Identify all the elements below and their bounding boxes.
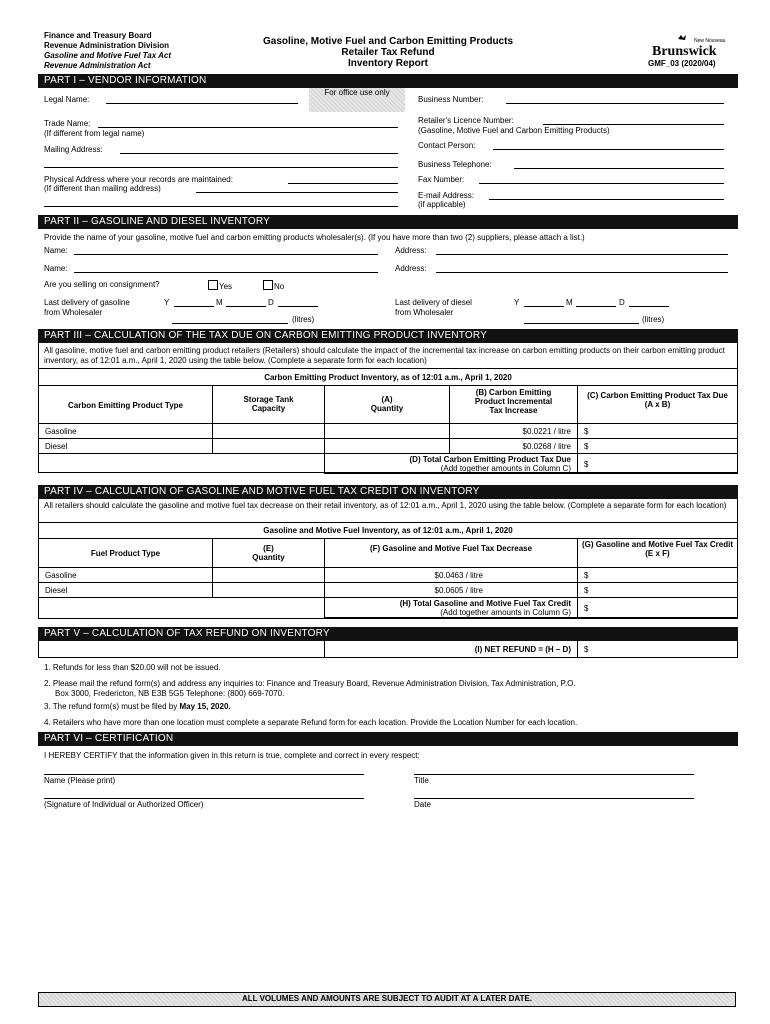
org-name: Finance and Treasury Board bbox=[44, 31, 152, 40]
physical-address-label: Physical Address where your records are maintained: bbox=[44, 175, 233, 184]
legal-name-label: Legal Name: bbox=[44, 95, 90, 104]
col-a-quantity: (A) Quantity bbox=[324, 385, 450, 424]
part2-header: PART II – GASOLINE AND DIESEL INVENTORY bbox=[38, 215, 738, 229]
wholesaler1-address-label: Address: bbox=[395, 246, 427, 255]
diesel-year-label: Y bbox=[514, 298, 520, 307]
certify-statement: I HEREBY CERTIFY that the information given in this return is true, complete and correct in every respect: bbox=[44, 751, 420, 760]
trade-name-field[interactable] bbox=[98, 127, 398, 128]
business-number-field[interactable] bbox=[506, 103, 724, 104]
p3-row-gasoline-tax[interactable]: $ bbox=[577, 423, 738, 439]
form-code: GMF_03 (2020/04) bbox=[648, 59, 716, 68]
gas-day-field[interactable] bbox=[278, 306, 318, 307]
fax-label: Fax Number: bbox=[418, 175, 465, 184]
net-refund-value[interactable]: $ bbox=[577, 641, 738, 658]
p3-row-gasoline-type: Gasoline bbox=[38, 423, 213, 439]
gas-litres-field[interactable] bbox=[172, 323, 288, 324]
act-name-1: Gasoline and Motive Fuel Tax Act bbox=[44, 51, 171, 60]
contact-person-label: Contact Person: bbox=[418, 141, 476, 150]
physical-address-field-2[interactable] bbox=[196, 192, 398, 193]
gas-month-label: M bbox=[216, 298, 223, 307]
consignment-no[interactable]: No bbox=[263, 280, 284, 292]
col-product-type: Carbon Emitting Product Type bbox=[38, 385, 213, 424]
mailing-address-field[interactable] bbox=[120, 153, 398, 154]
p3-row-diesel-capacity[interactable] bbox=[212, 438, 325, 454]
note-3: 3. The refund form(s) must be filed by May 15, 2020. bbox=[44, 702, 231, 711]
legal-name-field[interactable] bbox=[106, 103, 298, 104]
gas-day-label: D bbox=[268, 298, 274, 307]
signature-label: (Signature of Individual or Authorized Officer) bbox=[44, 800, 204, 809]
wholesaler2-address-field[interactable] bbox=[436, 272, 728, 273]
diesel-year-field[interactable] bbox=[524, 306, 564, 307]
net-refund-label: (I) NET REFUND = (H – D) bbox=[324, 641, 578, 658]
p4-row-diesel-quantity[interactable] bbox=[212, 582, 325, 598]
p3-row-diesel-tax[interactable]: $ bbox=[577, 438, 738, 454]
wholesaler1-address-field[interactable] bbox=[436, 254, 728, 255]
col-c-tax-due: (C) Carbon Emitting Product Tax Due (A x B) bbox=[577, 385, 738, 424]
mailing-address-field-2[interactable] bbox=[44, 167, 398, 168]
mailing-address-label: Mailing Address: bbox=[44, 145, 103, 154]
physical-address-field-3[interactable] bbox=[44, 206, 398, 207]
title-label: Title bbox=[414, 776, 429, 785]
gas-litres-label: (litres) bbox=[292, 315, 315, 324]
office-use-box: For office use only bbox=[309, 88, 405, 112]
diesel-day-label: D bbox=[619, 298, 625, 307]
svg-text:New Nouveau: New Nouveau bbox=[694, 38, 726, 44]
diesel-day-field[interactable] bbox=[629, 306, 669, 307]
business-telephone-label: Business Telephone: bbox=[418, 160, 492, 169]
business-telephone-field[interactable] bbox=[514, 168, 724, 169]
part3-intro: All gasoline, motive fuel and carbon emitting product retailers (Retailers) should calculate the impact of the incremental tax increase on carbon emitting products on their carbon emitting product inventory, as of 12:01 a.m., April 1, 2020 using the table below. (Complete a separate form for each location) bbox=[44, 346, 725, 365]
division-name: Revenue Administration Division bbox=[44, 41, 170, 50]
part5-header: PART V – CALCULATION OF TAX REFUND ON INVENTORY bbox=[38, 627, 738, 641]
last-gas-label: Last delivery of gasoline from Wholesaler bbox=[44, 298, 130, 317]
gas-year-label: Y bbox=[164, 298, 170, 307]
part1-header: PART I – VENDOR INFORMATION bbox=[38, 74, 738, 88]
wholesaler2-address-label: Address: bbox=[395, 264, 427, 273]
diesel-month-field[interactable] bbox=[576, 306, 616, 307]
name-label: Name (Please print) bbox=[44, 776, 116, 785]
wholesaler1-name-label: Name: bbox=[44, 246, 68, 255]
note-1: 1. Refunds for less than $20.00 will not be issued. bbox=[44, 663, 221, 672]
p3-row-diesel-type: Diesel bbox=[38, 438, 213, 454]
consignment-yes[interactable]: Yes bbox=[208, 280, 232, 292]
p4-row-gasoline-credit[interactable]: $ bbox=[577, 567, 738, 583]
wholesaler1-name-field[interactable] bbox=[74, 254, 378, 255]
business-number-label: Business Number: bbox=[418, 95, 484, 104]
p3-total-value[interactable]: $ bbox=[577, 453, 738, 474]
p4-row-gasoline-type: Gasoline bbox=[38, 567, 213, 583]
licence-label: Retailer's Licence Number: bbox=[418, 116, 514, 125]
diesel-litres-label: (litres) bbox=[642, 315, 665, 324]
col-b-increase: (B) Carbon Emitting Product Incremental Tax Increase bbox=[449, 385, 578, 424]
part4-table-title: Gasoline and Motive Fuel Inventory, as of 12:01 a.m., April 1, 2020 bbox=[38, 522, 738, 539]
svg-text:Brunswick: Brunswick bbox=[652, 44, 717, 59]
gas-month-field[interactable] bbox=[226, 306, 266, 307]
p3-row-diesel-rate: $0.0268 / litre bbox=[449, 438, 578, 454]
part3-header: PART III – CALCULATION OF THE TAX DUE ON CARBON EMITTING PRODUCT INVENTORY bbox=[38, 329, 738, 343]
trade-name-label: Trade Name: bbox=[44, 119, 91, 128]
part3-table-title: Carbon Emitting Product Inventory, as of 12:01 a.m., April 1, 2020 bbox=[38, 368, 738, 386]
diesel-litres-field[interactable] bbox=[524, 323, 639, 324]
part6-header: PART VI – CERTIFICATION bbox=[38, 732, 738, 746]
p3-row-diesel-quantity[interactable] bbox=[324, 438, 450, 454]
last-diesel-label: Last delivery of diesel from Wholesaler bbox=[395, 298, 472, 317]
consignment-question: Are you selling on consignment? bbox=[44, 280, 160, 289]
nb-logo bbox=[650, 33, 730, 59]
licence-note: (Gasoline, Motive Fuel and Carbon Emitting Products) bbox=[418, 126, 610, 135]
nb-logo-icon bbox=[650, 33, 730, 59]
note-4: 4. Retailers who have more than one location must complete a separate Refund form for each location. Provide the Location Number for each location. bbox=[44, 718, 578, 727]
email-field[interactable] bbox=[489, 199, 724, 200]
audit-notice: ALL VOLUMES AND AMOUNTS ARE SUBJECT TO AUDIT AT A LATER DATE. bbox=[38, 992, 736, 1007]
p4-row-gasoline-quantity[interactable] bbox=[212, 567, 325, 583]
yes-checkbox[interactable] bbox=[208, 280, 218, 290]
wholesaler2-name-label: Name: bbox=[44, 264, 68, 273]
act-name-2: Revenue Administration Act bbox=[44, 61, 151, 70]
licence-field[interactable] bbox=[543, 124, 724, 125]
part4-header: PART IV – CALCULATION OF GASOLINE AND MOTIVE FUEL TAX CREDIT ON INVENTORY bbox=[38, 485, 738, 499]
col-fuel-type: Fuel Product Type bbox=[38, 538, 213, 568]
title-field[interactable] bbox=[414, 774, 694, 775]
p4-row-gasoline-rate: $0.0463 / litre bbox=[324, 567, 578, 583]
physical-address-note: (If different than mailing address) bbox=[44, 184, 161, 193]
p3-row-gasoline-rate: $0.0221 / litre bbox=[449, 423, 578, 439]
p3-total-label: (D) Total Carbon Emitting Product Tax Due (Add together amounts in Column C) bbox=[324, 453, 578, 474]
no-checkbox[interactable] bbox=[263, 280, 273, 290]
signature-field[interactable] bbox=[44, 798, 364, 799]
wholesaler2-name-field[interactable] bbox=[74, 272, 378, 273]
email-label: E-mail Address: bbox=[418, 191, 475, 200]
note-2: 2. Please mail the refund form(s) and address any inquiries to: Finance and Treasury Board, Revenue Administration Division, Tax Administration, P.O. Box 3000, Fredericton, NB E3B 5G5 Telephone: (800) 669-7070. bbox=[44, 679, 576, 698]
date-label: Date bbox=[414, 800, 431, 809]
gas-year-field[interactable] bbox=[174, 306, 214, 307]
fax-field[interactable] bbox=[479, 183, 724, 184]
part4-intro: All retailers should calculate the gasoline and motive fuel tax decrease on their retail inventory, as of 12:01 a.m., April 1, 2020 using the table below. (Complete a separate form for each location) bbox=[44, 501, 727, 510]
p4-row-diesel-type: Diesel bbox=[38, 582, 213, 598]
col-e-quantity: (E) Quantity bbox=[212, 538, 325, 568]
name-field[interactable] bbox=[44, 774, 364, 775]
p3-row-gasoline-capacity[interactable] bbox=[212, 423, 325, 439]
part2-intro: Provide the name of your gasoline, motive fuel and carbon emitting products wholesaler(s). (If you have more than two (2) suppliers, please attach a list.) bbox=[44, 233, 585, 242]
form-title: Gasoline, Motive Fuel and Carbon Emitting Products Retailer Tax Refund Inventory Report bbox=[262, 36, 514, 69]
p4-total-label: (H) Total Gasoline and Motive Fuel Tax Credit (Add together amounts in Column G) bbox=[324, 597, 578, 618]
p3-row-gasoline-quantity[interactable] bbox=[324, 423, 450, 439]
col-f-decrease: (F) Gasoline and Motive Fuel Tax Decrease bbox=[324, 538, 578, 568]
col-g-credit: (G) Gasoline and Motive Fuel Tax Credit (E x F) bbox=[577, 538, 738, 568]
trade-name-note: (If different from legal name) bbox=[44, 129, 145, 138]
date-field[interactable] bbox=[414, 798, 694, 799]
p4-total-value[interactable]: $ bbox=[577, 597, 738, 618]
diesel-month-label: M bbox=[566, 298, 573, 307]
col-storage-capacity: Storage Tank Capacity bbox=[212, 385, 325, 424]
physical-address-field[interactable] bbox=[288, 183, 398, 184]
contact-person-field[interactable] bbox=[493, 149, 724, 150]
p4-row-diesel-rate: $0.0605 / litre bbox=[324, 582, 578, 598]
email-note: (if applicable) bbox=[418, 200, 466, 209]
p4-row-diesel-credit[interactable]: $ bbox=[577, 582, 738, 598]
